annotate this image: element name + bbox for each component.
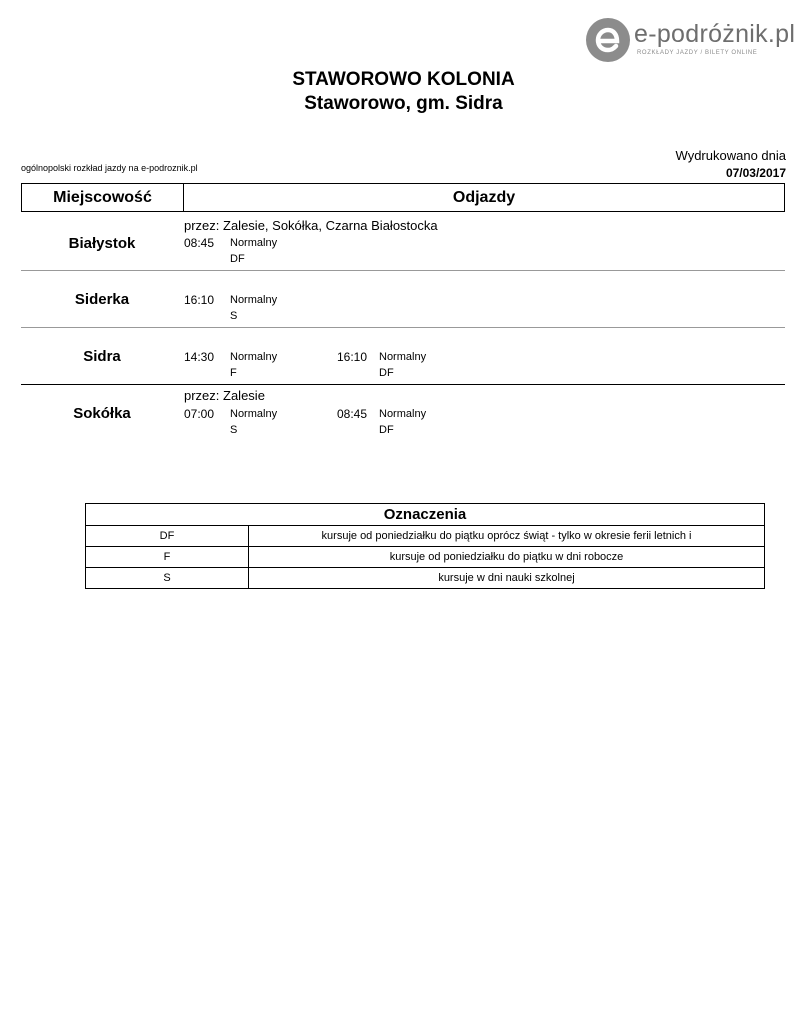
legend-code: S <box>86 568 249 588</box>
departure-time: 16:10 <box>184 293 215 307</box>
legend-table <box>85 503 765 589</box>
logo-subtitle: ROZKŁADY JAZDY / BILETY ONLINE <box>637 50 758 56</box>
departure-time: 16:10 <box>337 350 368 364</box>
departure-code: DF <box>379 424 394 436</box>
departure-kind: Normalny <box>230 408 278 420</box>
route-via: przez: Zalesie, Sokółka, Czarna Białostocka <box>184 218 438 233</box>
departure-kind: Normalny <box>230 294 278 306</box>
departure-kind: Normalny <box>230 237 278 249</box>
departure-code: DF <box>230 253 245 265</box>
route-via: przez: Zalesie <box>184 388 265 403</box>
timetable-header <box>21 183 785 212</box>
stop-name: STAWOROWO KOLONIA <box>292 69 515 90</box>
legend-row <box>86 526 764 547</box>
e-podroznik-logo <box>586 18 796 64</box>
locality-name: Staworowo, gm. Sidra <box>304 93 503 114</box>
site-note: ogólnopolski rozkład jazdy na e-podroznik.pl <box>21 163 198 173</box>
departure-kind: Normalny <box>379 408 427 420</box>
destination-city: Białystok <box>68 235 136 252</box>
row-divider <box>21 384 785 385</box>
destination-city: Sidra <box>83 348 121 365</box>
departure-time: 08:45 <box>337 407 368 421</box>
departure-code: S <box>230 424 238 436</box>
legend-row <box>86 568 764 588</box>
legend-code: DF <box>86 526 249 546</box>
row-divider <box>21 327 785 328</box>
printed-date: 07/03/2017 <box>725 166 786 180</box>
destination-city: Siderka <box>74 291 130 308</box>
departure-time: 07:00 <box>184 407 215 421</box>
row-divider <box>21 270 785 271</box>
destination-city: Sokółka <box>73 405 131 422</box>
printed-label: Wydrukowano dnia <box>675 148 786 163</box>
departure-time: 14:30 <box>184 350 215 364</box>
logo-text: e-podróżnik.pl <box>634 20 796 48</box>
departure-kind: Normalny <box>230 351 278 363</box>
legend-description: kursuje w dni nauki szkolnej <box>438 572 575 584</box>
legend-code: F <box>86 547 249 567</box>
legend-description: kursuje od poniedziałku do piątku w dni robocze <box>389 551 624 563</box>
e-logo-icon <box>586 18 630 62</box>
departure-time: 08:45 <box>184 236 215 250</box>
departure-code: F <box>230 367 237 379</box>
legend-title: Oznaczenia <box>86 504 764 526</box>
column-header-place: Miejscowość <box>22 184 184 211</box>
legend-description: kursuje od poniedziałku do piątku oprócz świąt - tylko w okresie ferii letnich i <box>321 530 692 542</box>
column-header-departures: Odjazdy <box>452 189 516 206</box>
departure-kind: Normalny <box>379 351 427 363</box>
departure-code: DF <box>379 367 394 379</box>
legend-row <box>86 547 764 568</box>
departure-code: S <box>230 310 238 322</box>
